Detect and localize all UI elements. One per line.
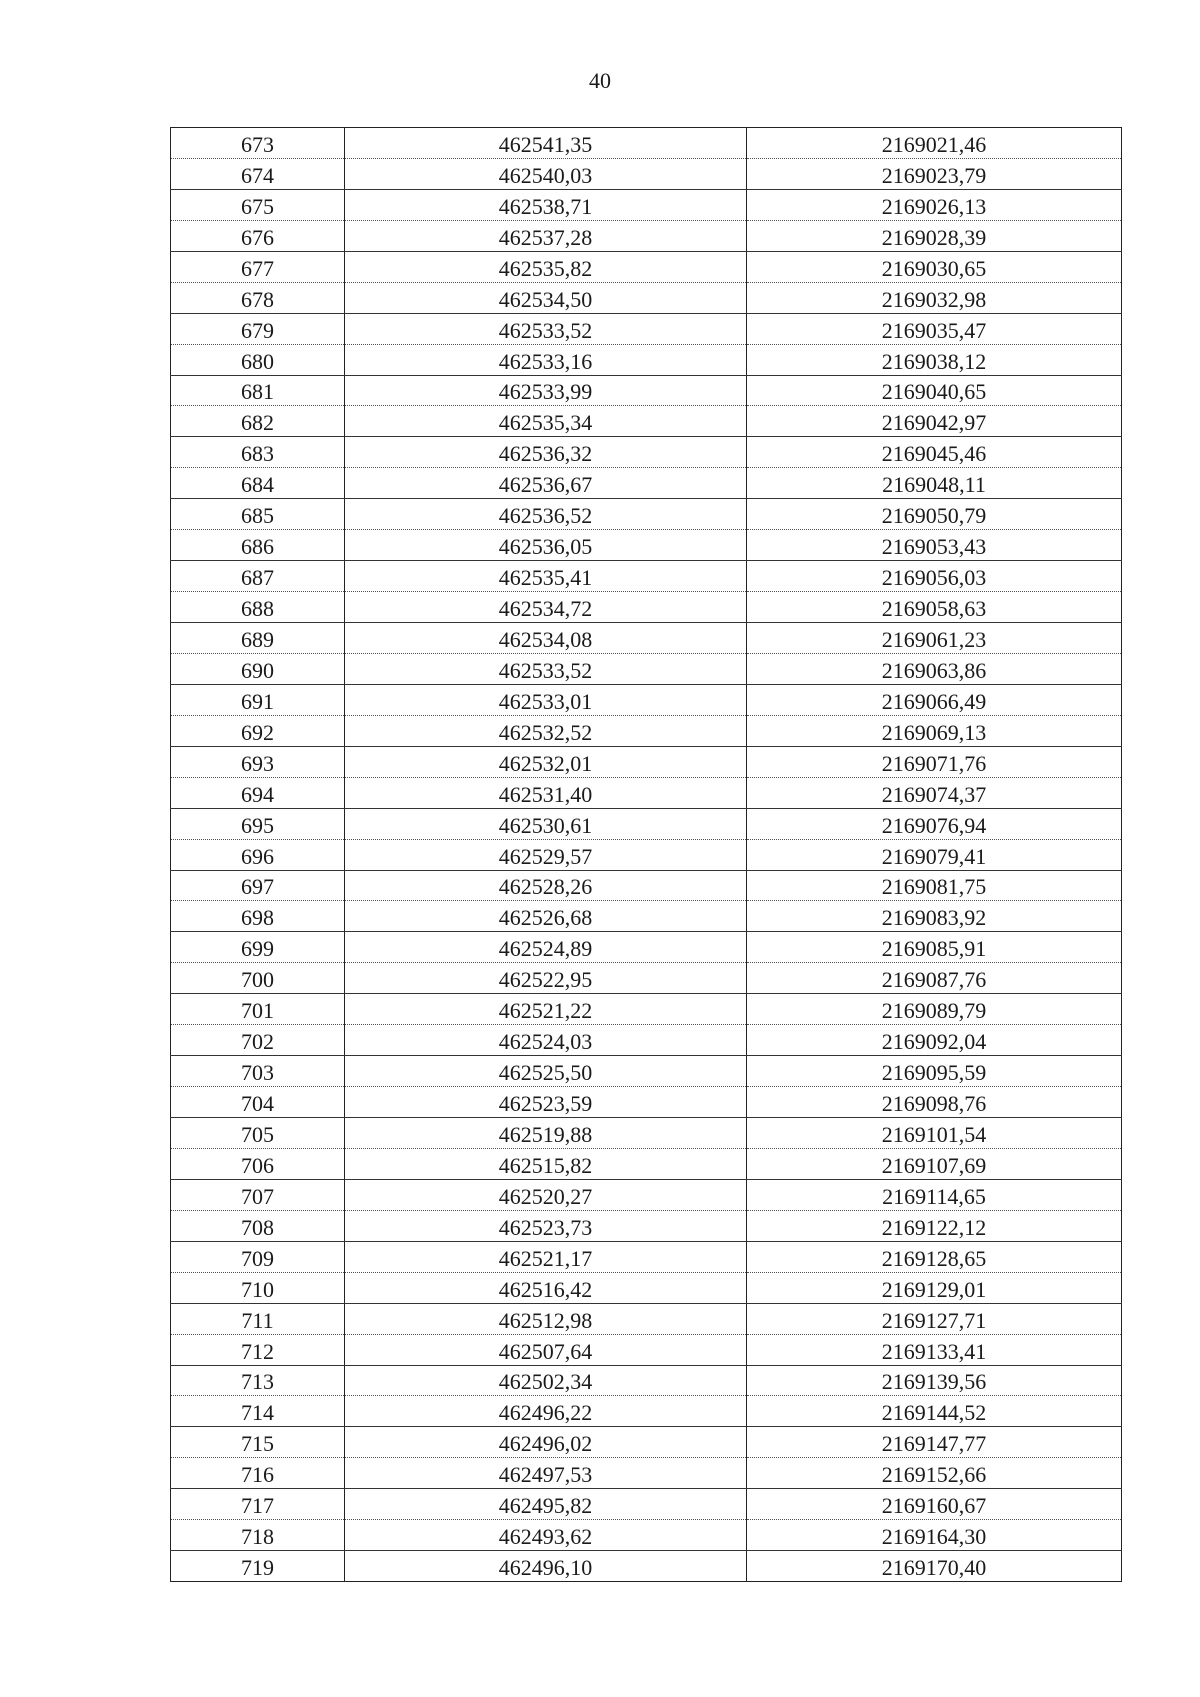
x-coordinate-cell: 462540,03 (345, 158, 747, 189)
y-coordinate-cell: 2169026,13 (747, 189, 1122, 220)
coordinates-table (170, 127, 1122, 1582)
y-coordinate-cell: 2169092,04 (747, 1025, 1122, 1056)
table-row (171, 1025, 1122, 1056)
y-coordinate-cell: 2169170,40 (747, 1551, 1122, 1582)
x-coordinate-cell: 462523,73 (345, 1210, 747, 1241)
y-coordinate-cell: 2169030,65 (747, 251, 1122, 282)
point-number-cell: 702 (171, 1025, 345, 1056)
x-coordinate-cell: 462532,01 (345, 746, 747, 777)
point-number-cell: 692 (171, 715, 345, 746)
x-coordinate-cell: 462535,41 (345, 561, 747, 592)
point-number-cell: 681 (171, 375, 345, 406)
y-coordinate-cell: 2169122,12 (747, 1210, 1122, 1241)
table-row (171, 1520, 1122, 1551)
table-row (171, 932, 1122, 963)
y-coordinate-cell: 2169114,65 (747, 1179, 1122, 1210)
table-row (171, 128, 1122, 159)
y-coordinate-cell: 2169050,79 (747, 499, 1122, 530)
y-coordinate-cell: 2169147,77 (747, 1427, 1122, 1458)
point-number-cell: 700 (171, 963, 345, 994)
y-coordinate-cell: 2169128,65 (747, 1241, 1122, 1272)
y-coordinate-cell: 2169127,71 (747, 1303, 1122, 1334)
x-coordinate-cell: 462497,53 (345, 1458, 747, 1489)
point-number-cell: 712 (171, 1334, 345, 1365)
table-row (171, 1272, 1122, 1303)
table-row (171, 561, 1122, 592)
x-coordinate-cell: 462532,52 (345, 715, 747, 746)
point-number-cell: 678 (171, 282, 345, 313)
y-coordinate-cell: 2169048,11 (747, 468, 1122, 499)
y-coordinate-cell: 2169069,13 (747, 715, 1122, 746)
point-number-cell: 696 (171, 839, 345, 870)
y-coordinate-cell: 2169081,75 (747, 870, 1122, 901)
table-row (171, 1458, 1122, 1489)
y-coordinate-cell: 2169066,49 (747, 684, 1122, 715)
table-row (171, 1334, 1122, 1365)
x-coordinate-cell: 462536,67 (345, 468, 747, 499)
point-number-cell: 694 (171, 777, 345, 808)
table-row (171, 189, 1122, 220)
table-row (171, 870, 1122, 901)
table-row (171, 1210, 1122, 1241)
table-row (171, 994, 1122, 1025)
table-row (171, 1118, 1122, 1149)
point-number-cell: 711 (171, 1303, 345, 1334)
point-number-cell: 693 (171, 746, 345, 777)
point-number-cell: 708 (171, 1210, 345, 1241)
x-coordinate-cell: 462531,40 (345, 777, 747, 808)
x-coordinate-cell: 462507,64 (345, 1334, 747, 1365)
point-number-cell: 680 (171, 344, 345, 375)
x-coordinate-cell: 462533,16 (345, 344, 747, 375)
point-number-cell: 701 (171, 994, 345, 1025)
y-coordinate-cell: 2169063,86 (747, 653, 1122, 684)
table-row (171, 901, 1122, 932)
x-coordinate-cell: 462529,57 (345, 839, 747, 870)
x-coordinate-cell: 462534,08 (345, 623, 747, 654)
y-coordinate-cell: 2169076,94 (747, 808, 1122, 839)
x-coordinate-cell: 462526,68 (345, 901, 747, 932)
point-number-cell: 679 (171, 313, 345, 344)
point-number-cell: 676 (171, 220, 345, 251)
y-coordinate-cell: 2169074,37 (747, 777, 1122, 808)
table-row (171, 1056, 1122, 1087)
y-coordinate-cell: 2169058,63 (747, 592, 1122, 623)
table-row (171, 592, 1122, 623)
point-number-cell: 688 (171, 592, 345, 623)
point-number-cell: 705 (171, 1118, 345, 1149)
x-coordinate-cell: 462537,28 (345, 220, 747, 251)
x-coordinate-cell: 462515,82 (345, 1148, 747, 1179)
point-number-cell: 695 (171, 808, 345, 839)
table-row (171, 1396, 1122, 1427)
point-number-cell: 715 (171, 1427, 345, 1458)
x-coordinate-cell: 462495,82 (345, 1489, 747, 1520)
y-coordinate-cell: 2169087,76 (747, 963, 1122, 994)
point-number-cell: 684 (171, 468, 345, 499)
x-coordinate-cell: 462521,22 (345, 994, 747, 1025)
x-coordinate-cell: 462525,50 (345, 1056, 747, 1087)
y-coordinate-cell: 2169139,56 (747, 1365, 1122, 1396)
x-coordinate-cell: 462533,01 (345, 684, 747, 715)
y-coordinate-cell: 2169144,52 (747, 1396, 1122, 1427)
x-coordinate-cell: 462534,72 (345, 592, 747, 623)
x-coordinate-cell: 462496,02 (345, 1427, 747, 1458)
y-coordinate-cell: 2169045,46 (747, 437, 1122, 468)
x-coordinate-cell: 462534,50 (345, 282, 747, 313)
table-row (171, 1427, 1122, 1458)
x-coordinate-cell: 462536,52 (345, 499, 747, 530)
table-row (171, 1179, 1122, 1210)
point-number-cell: 691 (171, 684, 345, 715)
y-coordinate-cell: 2169164,30 (747, 1520, 1122, 1551)
y-coordinate-cell: 2169160,67 (747, 1489, 1122, 1520)
point-number-cell: 706 (171, 1148, 345, 1179)
x-coordinate-cell: 462535,82 (345, 251, 747, 282)
x-coordinate-cell: 462533,52 (345, 313, 747, 344)
point-number-cell: 703 (171, 1056, 345, 1087)
x-coordinate-cell: 462496,22 (345, 1396, 747, 1427)
y-coordinate-cell: 2169129,01 (747, 1272, 1122, 1303)
table-row (171, 406, 1122, 437)
point-number-cell: 719 (171, 1551, 345, 1582)
y-coordinate-cell: 2169056,03 (747, 561, 1122, 592)
table-row (171, 313, 1122, 344)
y-coordinate-cell: 2169042,97 (747, 406, 1122, 437)
x-coordinate-cell: 462516,42 (345, 1272, 747, 1303)
table-row (171, 499, 1122, 530)
y-coordinate-cell: 2169040,65 (747, 375, 1122, 406)
point-number-cell: 714 (171, 1396, 345, 1427)
point-number-cell: 710 (171, 1272, 345, 1303)
table-row (171, 1365, 1122, 1396)
x-coordinate-cell: 462533,99 (345, 375, 747, 406)
point-number-cell: 677 (171, 251, 345, 282)
point-number-cell: 718 (171, 1520, 345, 1551)
page-number: 40 (589, 68, 611, 93)
table-row (171, 1087, 1122, 1118)
x-coordinate-cell: 462533,52 (345, 653, 747, 684)
x-coordinate-cell: 462541,35 (345, 128, 747, 159)
table-row (171, 437, 1122, 468)
x-coordinate-cell: 462536,32 (345, 437, 747, 468)
table-row (171, 1148, 1122, 1179)
table-row (171, 468, 1122, 499)
point-number-cell: 690 (171, 653, 345, 684)
point-number-cell: 682 (171, 406, 345, 437)
y-coordinate-cell: 2169107,69 (747, 1148, 1122, 1179)
x-coordinate-cell: 462528,26 (345, 870, 747, 901)
point-number-cell: 674 (171, 158, 345, 189)
x-coordinate-cell: 462523,59 (345, 1087, 747, 1118)
y-coordinate-cell: 2169035,47 (747, 313, 1122, 344)
point-number-cell: 709 (171, 1241, 345, 1272)
table-row (171, 1489, 1122, 1520)
y-coordinate-cell: 2169085,91 (747, 932, 1122, 963)
x-coordinate-cell: 462493,62 (345, 1520, 747, 1551)
table-row (171, 715, 1122, 746)
y-coordinate-cell: 2169079,41 (747, 839, 1122, 870)
y-coordinate-cell: 2169083,92 (747, 901, 1122, 932)
point-number-cell: 699 (171, 932, 345, 963)
point-number-cell: 686 (171, 530, 345, 561)
y-coordinate-cell: 2169095,59 (747, 1056, 1122, 1087)
table-row (171, 777, 1122, 808)
point-number-cell: 675 (171, 189, 345, 220)
coordinates-table-body (171, 128, 1122, 1582)
y-coordinate-cell: 2169133,41 (747, 1334, 1122, 1365)
table-row (171, 623, 1122, 654)
point-number-cell: 697 (171, 870, 345, 901)
table-row (171, 808, 1122, 839)
point-number-cell: 698 (171, 901, 345, 932)
table-row (171, 158, 1122, 189)
table-row (171, 282, 1122, 313)
point-number-cell: 687 (171, 561, 345, 592)
y-coordinate-cell: 2169061,23 (747, 623, 1122, 654)
y-coordinate-cell: 2169028,39 (747, 220, 1122, 251)
x-coordinate-cell: 462519,88 (345, 1118, 747, 1149)
x-coordinate-cell: 462520,27 (345, 1179, 747, 1210)
table-row (171, 1551, 1122, 1582)
x-coordinate-cell: 462502,34 (345, 1365, 747, 1396)
x-coordinate-cell: 462530,61 (345, 808, 747, 839)
y-coordinate-cell: 2169021,46 (747, 128, 1122, 159)
table-row (171, 653, 1122, 684)
point-number-cell: 716 (171, 1458, 345, 1489)
point-number-cell: 704 (171, 1087, 345, 1118)
y-coordinate-cell: 2169038,12 (747, 344, 1122, 375)
point-number-cell: 717 (171, 1489, 345, 1520)
point-number-cell: 689 (171, 623, 345, 654)
table-row (171, 839, 1122, 870)
table-row (171, 220, 1122, 251)
y-coordinate-cell: 2169089,79 (747, 994, 1122, 1025)
x-coordinate-cell: 462512,98 (345, 1303, 747, 1334)
y-coordinate-cell: 2169071,76 (747, 746, 1122, 777)
x-coordinate-cell: 462536,05 (345, 530, 747, 561)
x-coordinate-cell: 462538,71 (345, 189, 747, 220)
table-row (171, 684, 1122, 715)
table-row (171, 344, 1122, 375)
table-row (171, 375, 1122, 406)
table-row (171, 1241, 1122, 1272)
x-coordinate-cell: 462524,03 (345, 1025, 747, 1056)
x-coordinate-cell: 462535,34 (345, 406, 747, 437)
x-coordinate-cell: 462522,95 (345, 963, 747, 994)
y-coordinate-cell: 2169101,54 (747, 1118, 1122, 1149)
table-row (171, 251, 1122, 282)
point-number-cell: 707 (171, 1179, 345, 1210)
table-row (171, 1303, 1122, 1334)
x-coordinate-cell: 462521,17 (345, 1241, 747, 1272)
point-number-cell: 673 (171, 128, 345, 159)
y-coordinate-cell: 2169152,66 (747, 1458, 1122, 1489)
x-coordinate-cell: 462524,89 (345, 932, 747, 963)
point-number-cell: 713 (171, 1365, 345, 1396)
point-number-cell: 683 (171, 437, 345, 468)
y-coordinate-cell: 2169023,79 (747, 158, 1122, 189)
table-row (171, 746, 1122, 777)
table-row (171, 530, 1122, 561)
y-coordinate-cell: 2169032,98 (747, 282, 1122, 313)
y-coordinate-cell: 2169053,43 (747, 530, 1122, 561)
y-coordinate-cell: 2169098,76 (747, 1087, 1122, 1118)
table-row (171, 963, 1122, 994)
x-coordinate-cell: 462496,10 (345, 1551, 747, 1582)
point-number-cell: 685 (171, 499, 345, 530)
